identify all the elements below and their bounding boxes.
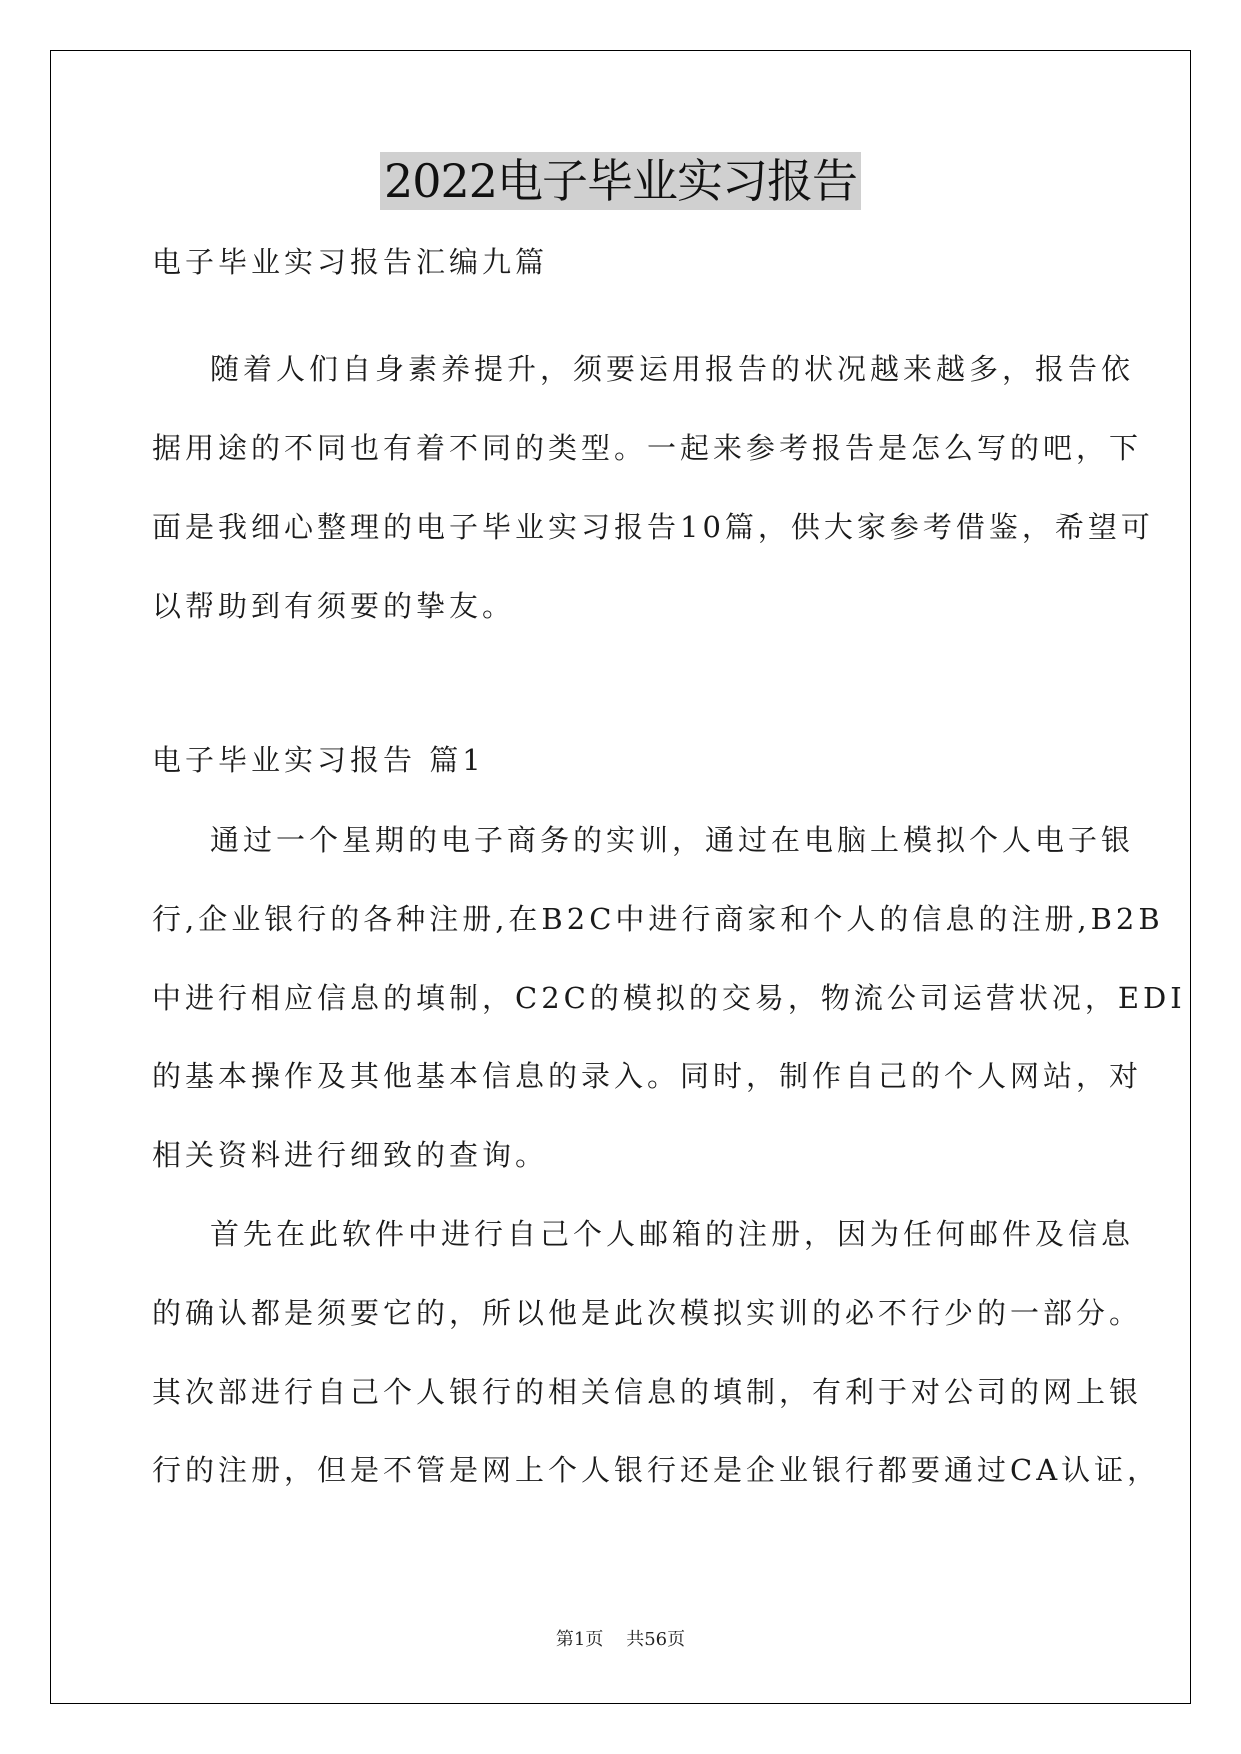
section-line-8: 其次部进行自己个人银行的相关信息的填制，有利于对公司的网上银 [152, 1375, 1143, 1409]
document-title: 2022电子毕业实习报告 [380, 152, 861, 210]
intro-line-2: 据用途的不同也有着不同的类型。一起来参考报告是怎么写的吧，下 [152, 431, 1143, 465]
section-heading: 电子毕业实习报告 篇1 [152, 743, 485, 777]
intro-line-3: 面是我细心整理的电子毕业实习报告10篇，供大家参考借鉴，希望可 [152, 510, 1154, 544]
section-line-7: 的确认都是须要它的，所以他是此次模拟实训的必不行少的一部分。 [152, 1296, 1143, 1330]
page-footer [0, 1628, 1241, 1652]
intro-line-1: 随着人们自身素养提升，须要运用报告的状况越来越多，报告依 [210, 352, 1135, 386]
section-line-4: 的基本操作及其他基本信息的录入。同时，制作自己的个人网站，对 [152, 1059, 1143, 1093]
page-number: 第1页 [555, 1629, 604, 1650]
section-line-2: 行,企业银行的各种注册,在B2C中进行商家和个人的信息的注册,B2B [152, 902, 1164, 936]
title-container [0, 152, 1241, 210]
intro-line-4: 以帮助到有须要的挚友。 [152, 589, 516, 623]
section-line-9: 行的注册，但是不管是网上个人银行还是企业银行都要通过CA认证， [152, 1453, 1161, 1487]
section-line-3: 中进行相应信息的填制，C2C的模拟的交易，物流公司运营状况，EDI [152, 981, 1186, 1015]
section-line-5: 相关资料进行细致的查询。 [152, 1138, 549, 1172]
section-line-1: 通过一个星期的电子商务的实训，通过在电脑上模拟个人电子银 [210, 823, 1135, 857]
document-subtitle: 电子毕业实习报告汇编九篇 [152, 245, 549, 279]
page-total: 共56页 [626, 1629, 686, 1650]
section-line-6: 首先在此软件中进行自己个人邮箱的注册，因为任何邮件及信息 [210, 1217, 1135, 1251]
